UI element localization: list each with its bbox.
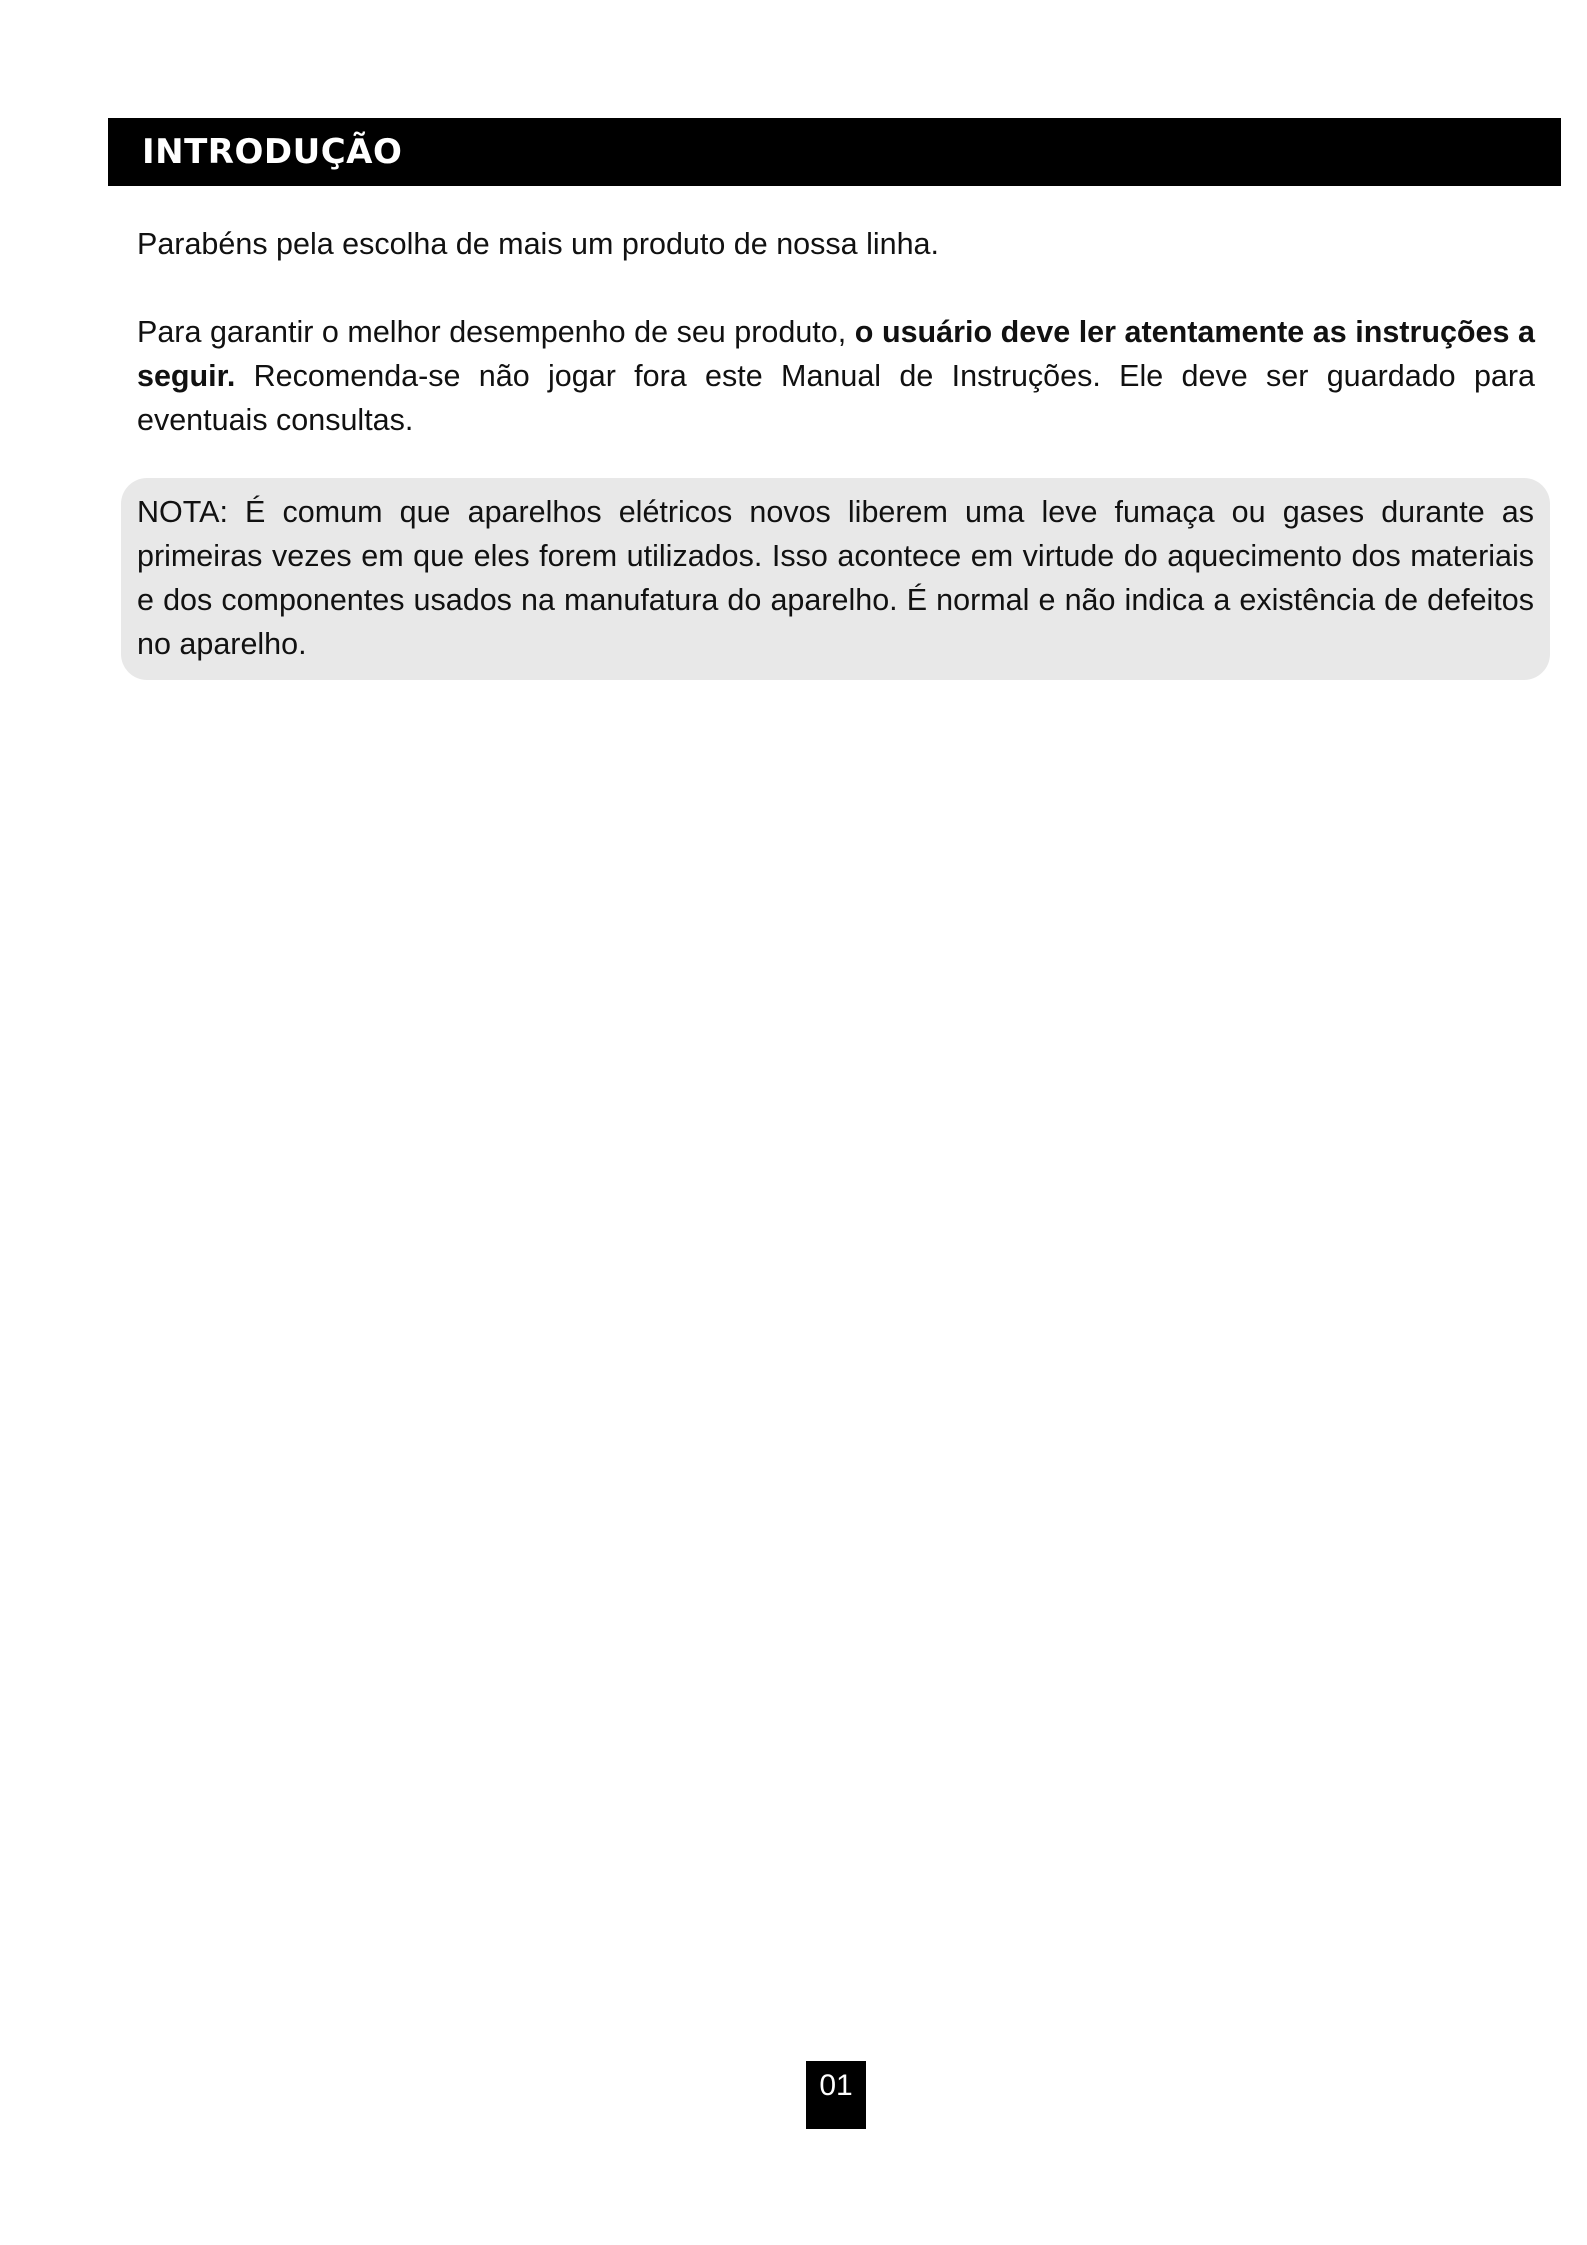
section-title: INTRODUÇÃO [142, 132, 403, 172]
intro-content [137, 222, 1535, 442]
section-header [108, 118, 1561, 186]
instructions-text-end: Recomenda-se não jogar fora este Manual de Instruções. Ele deve ser guardado para eventuais consultas. [137, 359, 1535, 437]
note-text: NOTA: É comum que aparelhos elétricos novos liberem uma leve fumaça ou gases durante as primeiras vezes em que eles forem utilizados. Isso acontece em virtude do aquecimento dos materiais e dos componentes usados na manufatura do aparelho. É normal e não indica a existência de defeitos no aparelho. [137, 495, 1534, 661]
page-number: 01 [806, 2061, 866, 2129]
note-box [121, 478, 1550, 680]
intro-paragraph-congrats: Parabéns pela escolha de mais um produto de nossa linha. [137, 227, 939, 261]
instructions-text-start: Para garantir o melhor desempenho de seu produto, [137, 315, 855, 349]
instructions-bold-warning: o usuário deve ler atentamente as instruções a seguir. [137, 315, 1535, 393]
intro-paragraph-instructions [137, 310, 1535, 442]
